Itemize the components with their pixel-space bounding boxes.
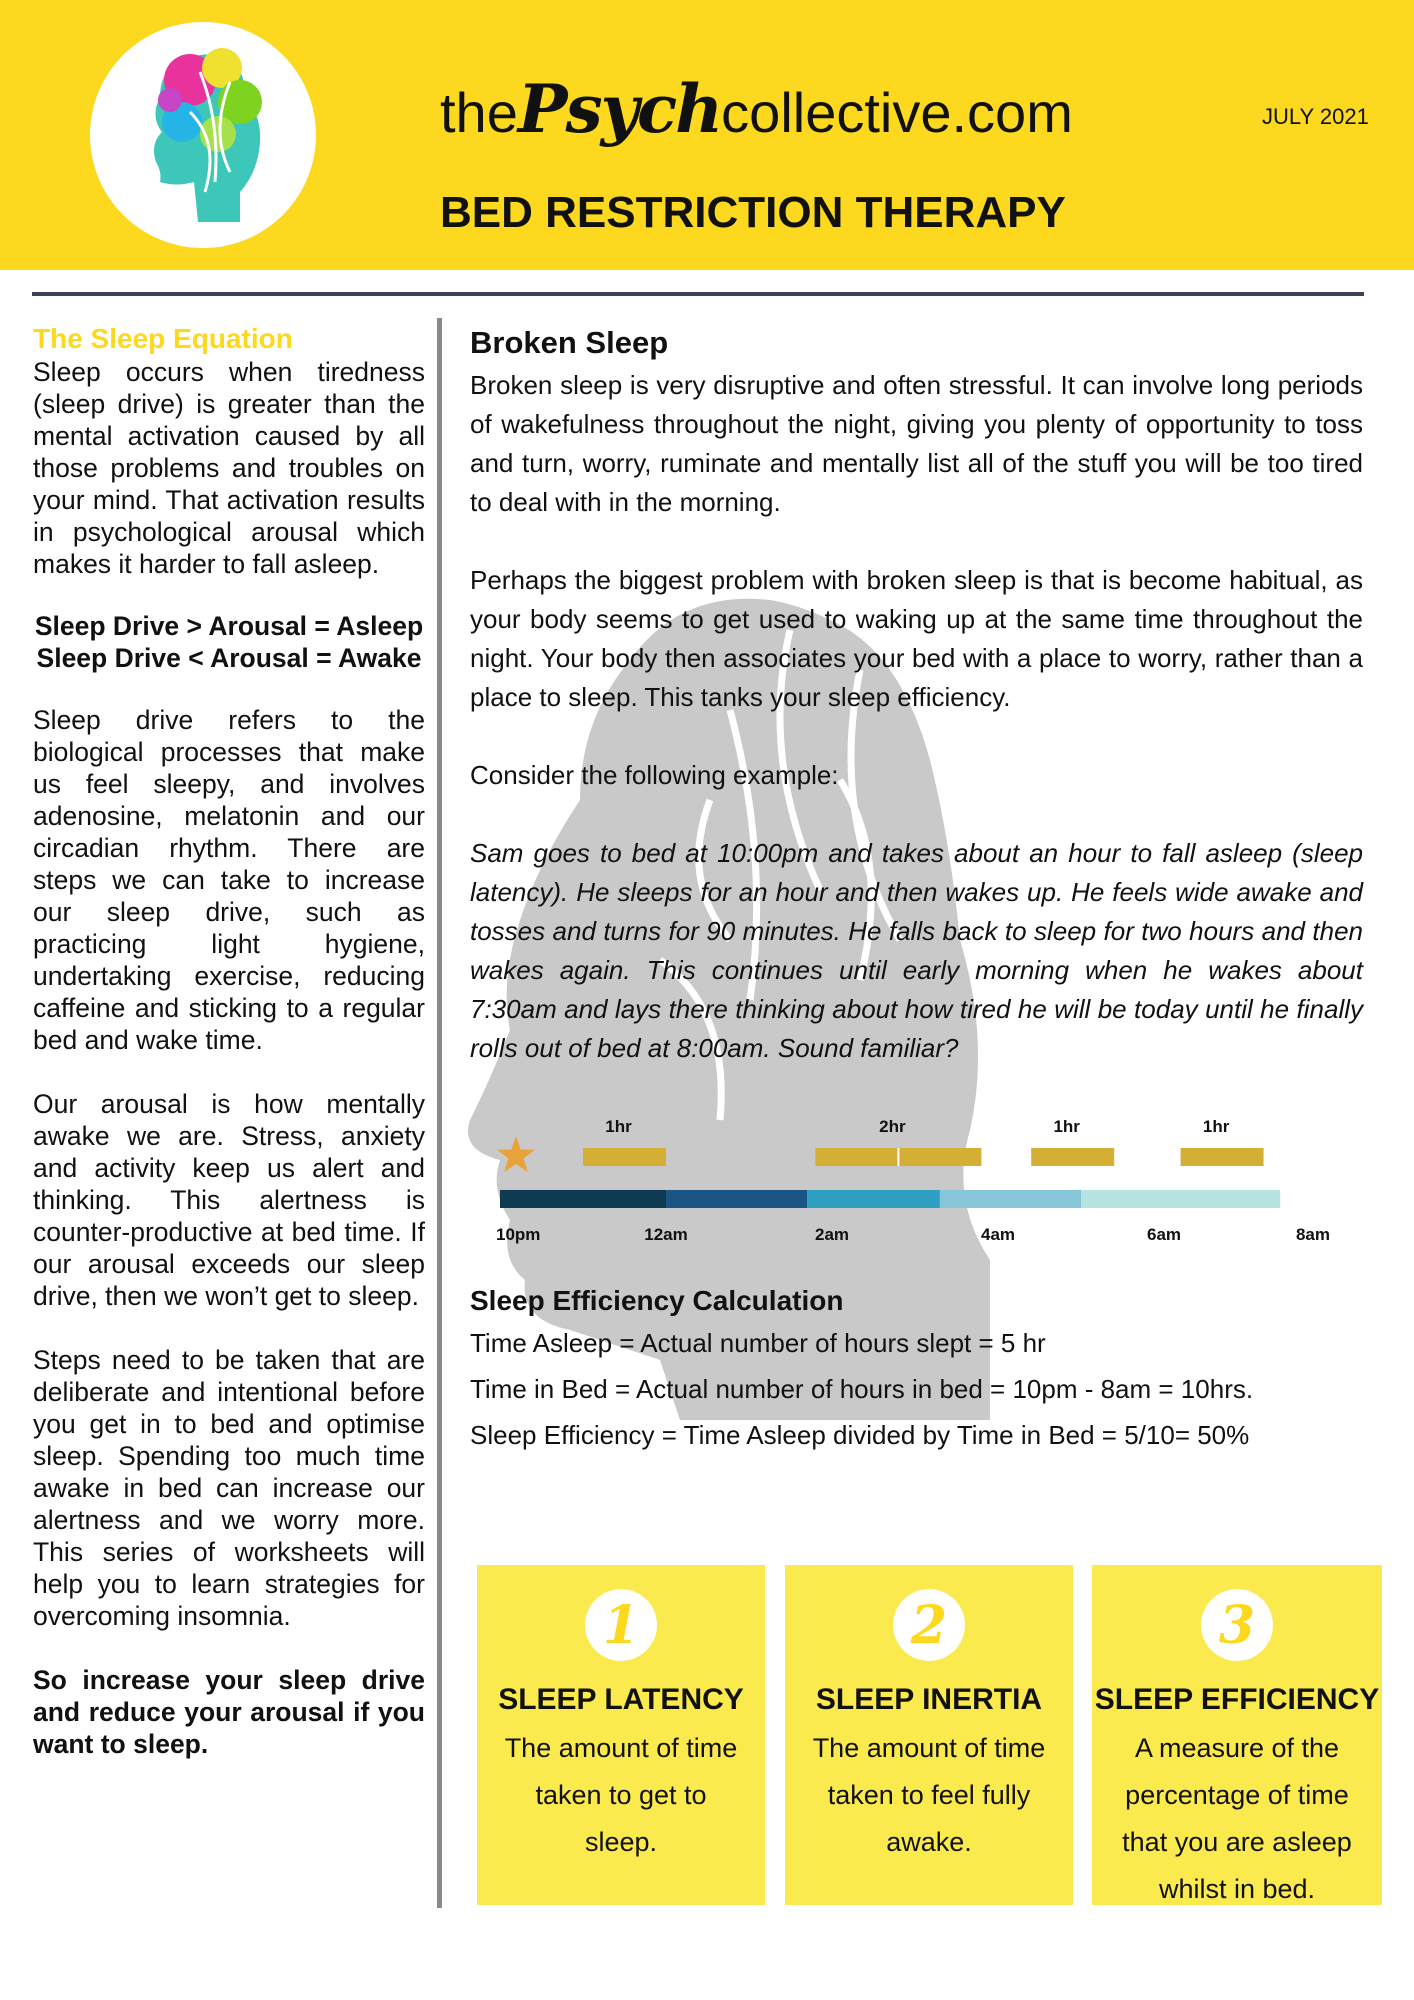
brand-prefix: the — [440, 81, 518, 144]
sam-example: Sam goes to bed at 10:00pm and takes about an hour to fall asleep (sleep latency). He sleeps for an hour and then wakes up. He feels wide awake and tosses and turns for 90 minutes. He falls back to sleep for two hours and then wakes again. This continues until early morning when he wakes about 7:30am and lays there thinking about how tired he will be today until he finally rolls out of bed at 8:00am. Sound familiar? — [470, 838, 1363, 1063]
page-title: BED RESTRICTION THERAPY — [440, 188, 1066, 237]
time-in-bed-line: Time in Bed = Actual number of hours in bed = 10pm - 8am = 10hrs. — [470, 1374, 1254, 1404]
broken-sleep-heading: Broken Sleep — [470, 325, 669, 360]
brand-name — [440, 70, 1073, 148]
sleep-equation-column — [33, 322, 425, 1760]
number-one-icon: 1 — [585, 1589, 657, 1661]
header-banner — [0, 0, 1414, 270]
sleep-equation-heading: The Sleep Equation — [33, 323, 293, 354]
sleep-drive-paragraph: Sleep drive refers to the biological processes that make us feel sleepy, and involves adenosine, melatonin and our circadian rhythm. There are steps we can take to increase our sleep drive, such as practicing light hygiene, undertaking exercise, reducing caffeine and sticking to a regular bed and wake time. — [33, 705, 425, 1055]
broken-sleep-paragraph-2: Perhaps the biggest problem with broken sleep is that is become habitual, as your body seems to get used to waking up at the same time throughout the night. Your body then associates your bed with a place to worry, rather than a place to sleep. This tanks your sleep efficiency. — [470, 565, 1363, 712]
brand-suffix: collective.com — [721, 81, 1073, 144]
time-axis-label: 2am — [814, 1225, 850, 1244]
card-description: The amount of time taken to feel fully awake. — [812, 1733, 1046, 1857]
head-profile-icon — [90, 22, 316, 248]
card-title: SLEEP INERTIA — [815, 1683, 1043, 1716]
time-axis-label: 10pm — [496, 1225, 541, 1244]
number-three-icon: 3 — [1201, 1589, 1273, 1661]
brand-script: Psych — [517, 70, 722, 148]
arousal-paragraph: Our arousal is how mentally awake we are. Stress, anxiety and activity keep us alert and thinking. This alertness is counter-productive at bed time. If our arousal exceeds our sleep drive, then we won’t get to sleep. — [33, 1089, 425, 1311]
time-axis-label: 4am — [980, 1225, 1016, 1244]
broken-sleep-section — [470, 322, 1363, 1107]
number-two-icon: 2 — [893, 1589, 965, 1661]
header-rule — [32, 292, 1364, 296]
conclusion-paragraph: So increase your sleep drive and reduce your arousal if you want to sleep. — [33, 1665, 425, 1759]
time-asleep-line: Time Asleep = Actual number of hours slept = 5 hr — [470, 1328, 1046, 1358]
card-sleep-latency — [477, 1565, 765, 1905]
card-sleep-inertia — [785, 1565, 1073, 1905]
efficiency-heading: Sleep Efficiency Calculation — [470, 1285, 844, 1316]
logo — [90, 22, 316, 248]
card-title: SLEEP EFFICIENCY — [1094, 1683, 1380, 1716]
timeline-bar-segment — [500, 1190, 666, 1208]
sleep-block-label: 1hr — [1053, 1117, 1080, 1136]
equation-asleep: Sleep Drive > Arousal = Asleep — [34, 611, 424, 641]
sleep-block-label: 2hr — [879, 1117, 906, 1136]
sleep-block — [1181, 1148, 1264, 1166]
sleep-block — [1031, 1148, 1114, 1166]
sleep-block — [583, 1148, 666, 1166]
card-description: The amount of time taken to get to sleep. — [504, 1733, 738, 1857]
timeline-bar-segment — [666, 1190, 807, 1208]
card-description: A measure of the percentage of time that you are asleep whilst in bed. — [1122, 1733, 1352, 1904]
time-axis-label: 12am — [644, 1225, 688, 1244]
sleep-equation — [33, 610, 425, 674]
time-axis-label: 6am — [1146, 1225, 1182, 1244]
star-icon — [497, 1136, 535, 1172]
example-intro: Consider the following example: — [470, 760, 839, 790]
steps-paragraph: Steps need to be taken that are deliberate and intentional before you get in to bed and optimise sleep. Spending too much time awake in bed can increase our alertness and we worry more. This series of worksheets will help you to learn strategies for overcoming insomnia. — [33, 1345, 425, 1631]
sleep-timeline — [470, 1090, 1350, 1260]
sleep-block-label: 1hr — [605, 1117, 632, 1136]
sleep-equation-intro: Sleep occurs when tiredness (sleep drive) is greater than the mental activation caused by all those problems and troubles on your mind. That activation results in psychological arousal which makes it harder to fall asleep. — [33, 357, 425, 579]
timeline-bar-segment — [940, 1190, 1081, 1208]
broken-sleep-paragraph-1: Broken sleep is very disruptive and often stressful. It can involve long periods of wakefulness throughout the night, giving you plenty of opportunity to toss and turn, worry, ruminate and mentally list all of the stuff you will be too tired to deal with in the morning. — [470, 370, 1363, 517]
time-axis-label: 8am — [1295, 1225, 1330, 1244]
efficiency-section — [470, 1282, 1363, 1458]
issue-date: JULY 2021 — [1262, 104, 1369, 129]
sleep-efficiency-line: Sleep Efficiency = Time Asleep divided by Time in Bed = 5/10= 50% — [470, 1420, 1250, 1450]
sleep-block-label: 1hr — [1202, 1117, 1230, 1136]
timeline-bar-segment — [1081, 1190, 1280, 1208]
timeline-bar-segment — [807, 1190, 940, 1208]
card-sleep-efficiency — [1092, 1565, 1382, 1905]
card-title: SLEEP LATENCY — [498, 1683, 744, 1716]
equation-awake: Sleep Drive < Arousal = Awake — [36, 643, 422, 673]
